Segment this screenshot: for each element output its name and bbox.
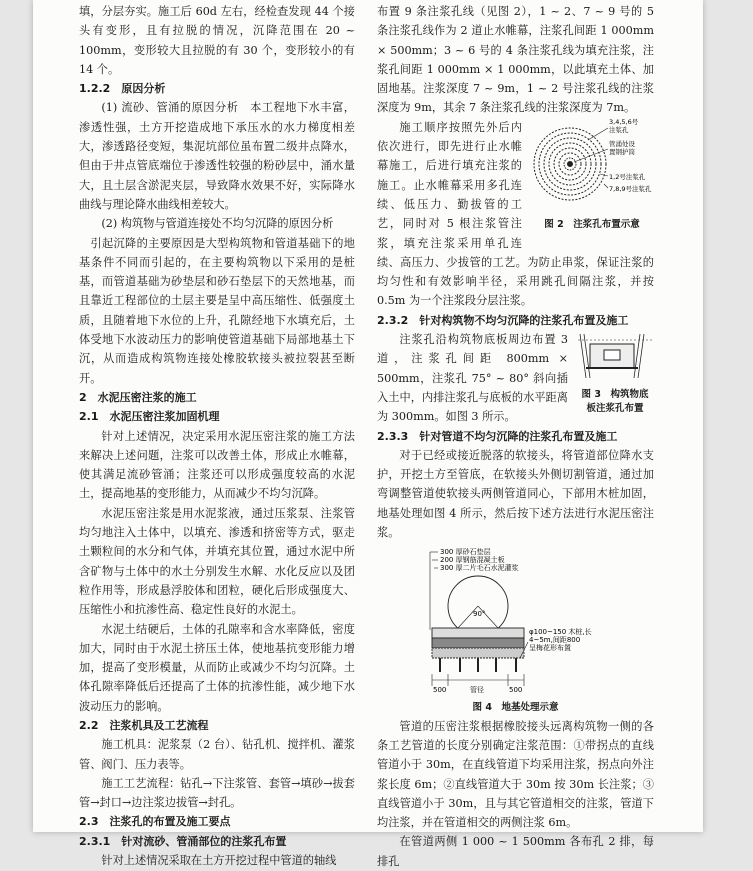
paragraph-p9: 针对上述情况采取在土方开挖过程中管道的轴线: [101, 854, 337, 868]
section-heading-h21: 2.1 水泥压密注浆加固机理: [79, 410, 220, 424]
paragraph-p2: (2) 构筑物与管道连接处不均匀沉降的原因分析: [101, 217, 334, 231]
paper-page: [33, 0, 703, 868]
fig2-label-d: 7,8,9号注浆孔: [609, 184, 652, 193]
figure-2-caption: 图 2 注浆孔布置示意: [544, 219, 640, 231]
section-heading-h2: 2 水泥压密注浆的施工: [79, 390, 197, 404]
paragraph-p6: 水泥土结硬后，土体的孔隙率和含水率降低，密度加大，同时由于水泥土挤压土体，使地基抗变形能力增加，提高了变形模量，从而防止或减少不均匀沉降。土体孔隙率降低后还提高了土体的抗渗性能，减少地下水波动压力的影响。: [79, 622, 355, 713]
section-heading-h122: 1.2.2 原因分析: [79, 82, 166, 96]
fig2-label-a: 3,4,5,6号: [609, 117, 639, 126]
fig4-dim-3: 500: [508, 686, 522, 695]
fig2-label-a2: 注浆孔: [609, 125, 629, 134]
paragraph-p4: 针对上述情况，决定采用水泥压密注浆的施工方法来解决上述问题，注浆可以改善土体，形成止水帷幕，使其满足流砂管涌；注浆还可以形成强度较高的水泥土，提高地基的变形能力，从而减少不均匀沉降。: [79, 429, 355, 501]
paragraph-p0: 填，分层夯实。施工后 60d 左右，经检查发现 44 个接头有变形，且有拉脱的情况，沉降范围在 20 ~ 100mm，变形较大且拉脱的有 30 个，变形较小的有 14 个。: [79, 5, 355, 76]
structure-base-grout-diagram: [576, 330, 654, 382]
fig4-dim-2: 管径: [469, 686, 484, 695]
paragraph-p7: 施工机具：泥浆泵（2 台）、钻孔机、搅拌机、灌浆管、阀门、压力表等。: [79, 738, 355, 771]
section-heading-h232: 2.3.2 针对构筑物不均匀沉降的注浆孔布置及施工: [377, 313, 629, 327]
right-column: [377, 2, 654, 871]
fig4-label-3: 300 厚二片毛石水泥灌浆: [439, 564, 519, 573]
figure-3-caption-line2: 板注浆孔布置: [586, 403, 644, 415]
paragraph-r3: 对于已经或接近脱落的软接头，将管道部位降水支护，开挖土方至管底，在软接头外侧切割管道，通过加弯调整管道使软接头两侧管道同心，下部用木桩加固，地基处理如图 4 所示，然后按下述方法进行水泥压密注浆。: [377, 448, 654, 540]
figure-4-caption: 图 4 地基处理示意: [472, 701, 559, 713]
paragraph-r5: 在管道两侧 1 000 ~ 1 500mm 各布孔 2 排，每排孔: [377, 835, 654, 868]
paragraph-r2: 注浆孔沿构筑物底板周边布置 3 道，注浆孔间距 800mm × 500mm，注浆孔 75° ~ 80° 斜向插入土中，内排注浆孔与底板的水平距离为 300mm。如图 3 所示。: [377, 333, 568, 424]
fig2-label-b2: 置钢护筒: [609, 147, 635, 156]
fig4-label-2: 200 厚钢筋混凝土板: [439, 556, 505, 565]
section-heading-h231: 2.3.1 针对流砂、管涌部位的注浆孔布置: [79, 834, 287, 848]
paragraph-r4: 管道的压密注浆根据橡胶接头远离构筑物一侧的各条工艺管道的长度分别确定注浆范围：①带拐点的直线管道小于 30m，在直线管道下均采用注浆，拐点向外注浆长度 6m；②直线管道大于 30m 按 30m 长注浆；③直线管道小于 30m，且与其它管道相交的注浆，管道下均注浆，并在管道相交的两侧注浆 6m。: [377, 719, 654, 830]
fig4-dim-1: 500: [432, 686, 446, 695]
left-column: [79, 2, 355, 870]
fig4-label-5: 4~5m,间距800: [528, 636, 580, 645]
fig4-label-4: φ100~150 木桩,长: [528, 628, 592, 637]
fig4-angle: 90°: [472, 610, 485, 619]
foundation-treatment-diagram: [416, 546, 616, 694]
paragraph-p3: 引起沉降的主要原因是大型构筑物和管道基础下的地基条件不同而引起的，在主要构筑物以下采用的是桩基，而管道基础为砂垫层和砂石垫层下的天然地基，而且靠近工程部位的土层主要是呈中高压缩性、低强度土质，且随着地下水位的上升，孔隙经地下水填充后，土体受地下水波动压力的影响使管道基础下局部地基土下沉，从而造成构筑物连接处橡胶软接头被拉裂甚至断开。: [79, 236, 355, 385]
paragraph-p8: 施工工艺流程：钻孔→下注浆管、套管→填砂→拔套管→封口→边注浆边拔管→封孔。: [79, 776, 355, 810]
paragraph-p1: (1) 流砂、管涌的原因分析 本工程地下水丰富，渗透性强，土方开挖造成地下承压水的水力梯度相差大，渗透路径变短，集泥坑部位虽布置二级井点降水，但由于井点管底端位于渗透性较强的粉砂层中，涌水量大，且土层含淤泥夹层，导致降水效果不好，实际降水曲线与理论降水曲线相差较大。: [79, 101, 355, 211]
figure-3: [576, 330, 654, 416]
figure-2: [530, 118, 654, 232]
fig4-label-1: 300 厚砂石垫层: [439, 548, 491, 557]
section-heading-h22: 2.2 注浆机具及工艺流程: [79, 718, 209, 732]
fig4-label-6: 呈梅花形布置: [528, 644, 571, 653]
fig2-label-b: 管涌处设: [609, 139, 635, 148]
paragraph-r1: 施工顺序按照先外后内依次进行，即先进行止水帷幕施工，后进行填充注浆的施工。止水帷幕采用多孔连续、低压力、勤拔管的工艺，同时对 5 根注浆管注浆，填充注浆采用单孔连续、高压力、少拔管的工艺。为防止串浆，保证注浆的均匀性和有效影响半径，采用跳孔间隔注浆，并按 0.5m 为一个注浆段分层注浆。: [377, 120, 654, 308]
fig2-label-c: 1,2号注浆孔: [609, 172, 646, 181]
figure-4: [377, 546, 654, 714]
paragraph-p5: 水泥压密注浆是用水泥浆液，通过压浆泵、注浆管均匀地注入土体中，以填充、渗透和挤密等方式，驱走土颗粒间的水分和气体，并填充其位置，通过水泥中所含矿物与土体中的水土分别发生水解、水化反应以及团粒作用等，形成悬浮胶体和团粒，硬化后形成强度大、压缩性小和抗渗性高、稳定性良好的水泥土。: [79, 506, 355, 617]
figure-3-caption-line1: 图 3 构筑物底: [581, 389, 649, 401]
section-heading-h23: 2.3 注浆孔的布置及施工要点: [79, 815, 231, 829]
paragraph-r0: 布置 9 条注浆孔线（见图 2），1 ~ 2、7 ~ 9 号的 5 条注浆孔线作为 2 道止水帷幕，注浆孔间距 1 000mm × 500mm；3 ~ 6 号的 4 条注浆孔线为填充注浆，注浆孔间距 1 000mm × 1 000mm，以此填充土体、加固地基。注浆深度 7 ~ 9m，1 ~ 2 号注浆孔线的注浆深度为 9m，其余 7 条注浆孔线的注浆深度为 7m。: [377, 5, 654, 115]
grout-hole-layout-diagram: [530, 118, 654, 212]
section-heading-h233: 2.3.3 针对管道不均匀沉降的注浆孔布置及施工: [377, 429, 618, 443]
